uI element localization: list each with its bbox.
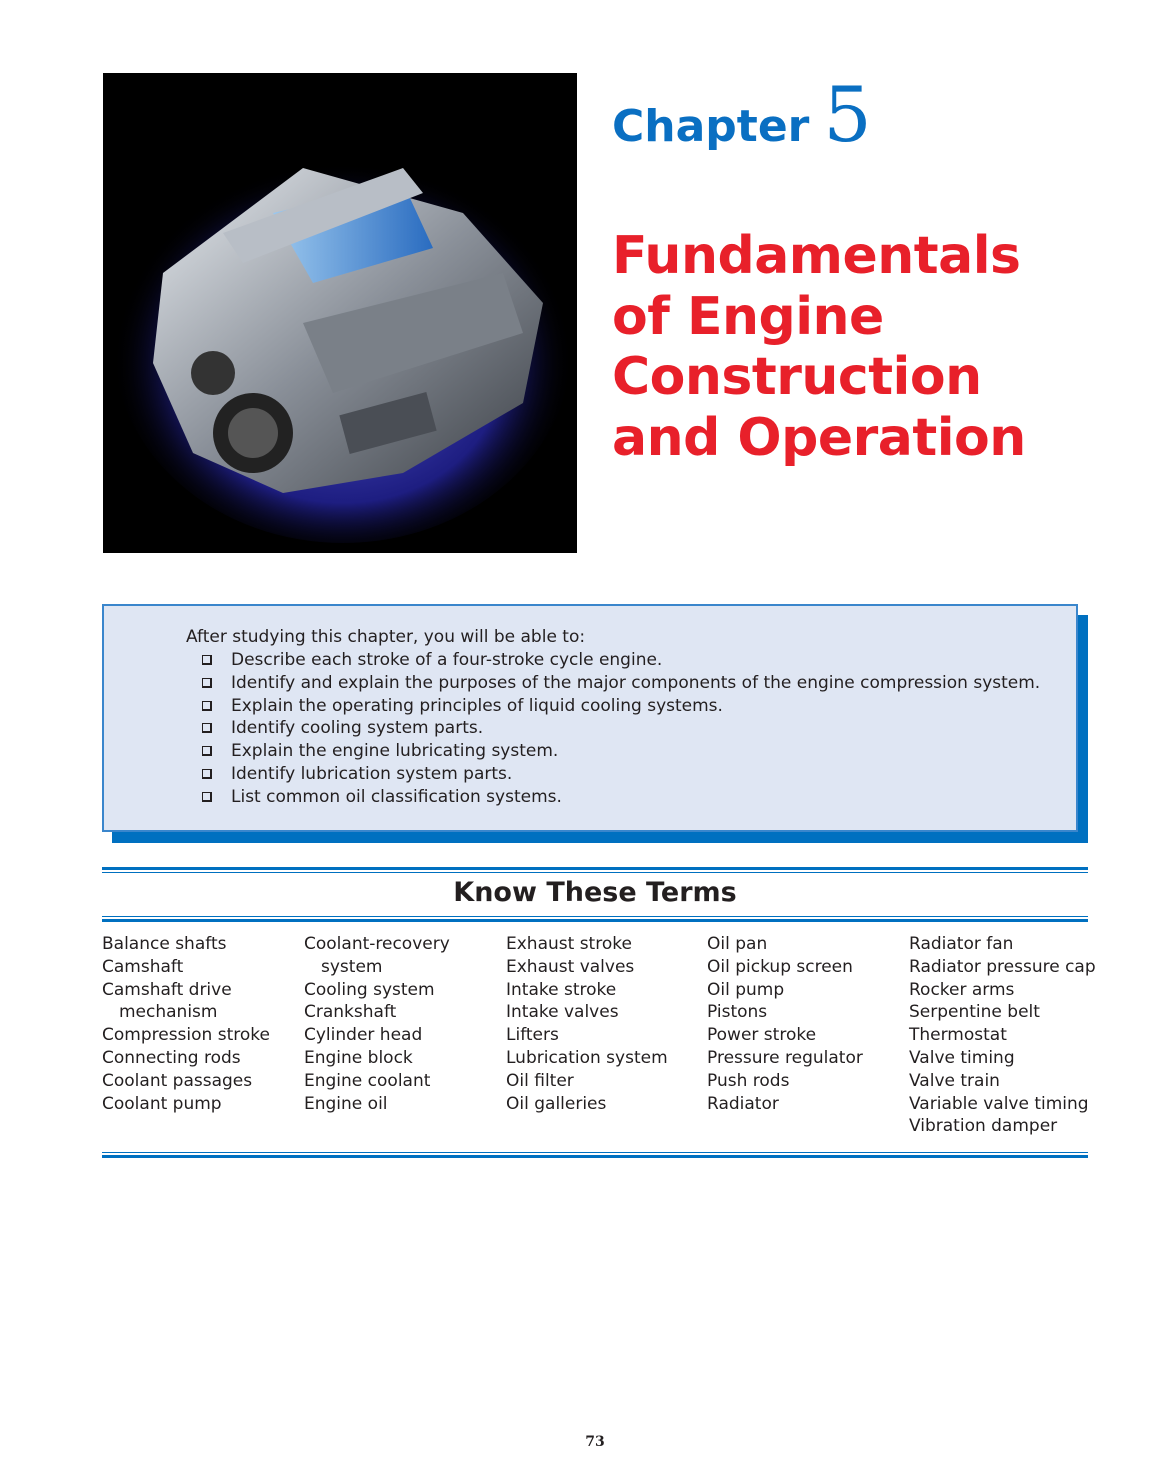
title-line: Fundamentals [612,226,1021,286]
term-continuation: mechanism [119,1002,218,1023]
divider [102,1152,1088,1153]
term: Connecting rods [102,1047,241,1068]
objective-item [202,672,1040,695]
term: Compression stroke [102,1025,270,1046]
terms-column [506,933,668,1115]
title-line: Construction [612,347,982,407]
term: Crankshaft [304,1002,397,1023]
chapter-label [612,70,872,159]
checkbox-icon [202,655,212,665]
terms-column [102,933,270,1115]
checkbox-icon [202,792,212,802]
term: Balance shafts [102,934,227,954]
term: Pistons [707,1002,768,1023]
term: Cooling system [304,979,435,1000]
term-continuation: system [321,956,383,977]
term: Oil pump [707,979,785,1000]
term: Lifters [506,1025,559,1046]
objectives-box [102,604,1078,832]
divider [102,1155,1088,1158]
terms-heading: Know These Terms [453,877,737,908]
term: Power stroke [707,1025,817,1046]
term: Coolant pump [102,1093,222,1114]
checkbox-icon [202,701,212,711]
objective-text: Explain the engine lubricating system. [231,741,559,762]
term: Exhaust valves [506,956,635,977]
term: Oil pickup screen [707,956,853,977]
term: Radiator fan [909,934,1014,954]
term: Pressure regulator [707,1047,863,1068]
term: Engine oil [304,1093,388,1114]
chapter-word: Chapter [612,101,810,152]
term: Engine block [304,1047,413,1068]
divider [102,872,1088,873]
term: Variable valve timing [909,1093,1089,1114]
chapter-number: 5 [823,70,872,159]
term: Oil galleries [506,1093,607,1114]
objective-text: Identify lubrication system parts. [231,763,513,784]
terms-column [909,933,1096,1138]
objectives-list [202,649,1040,809]
divider [102,916,1088,917]
objective-text: List common oil classification systems. [231,786,562,807]
term: Serpentine belt [909,1002,1040,1023]
term: Cylinder head [304,1025,423,1046]
objective-text: Identify and explain the purposes of the major components of the engine compression system. [231,672,1041,693]
title-line: of Engine [612,286,884,347]
page-number: 73 [585,1434,605,1450]
term: Valve train [909,1070,1000,1091]
title-line: and Operation [612,407,1026,468]
objective-item [202,786,1040,809]
term: Oil filter [506,1070,574,1091]
divider [102,867,1088,870]
checkbox-icon [202,723,212,733]
objective-text: Explain the operating principles of liquid cooling systems. [231,695,723,716]
term: Coolant-recovery [304,934,450,954]
objective-item [202,763,1040,786]
objective-item [202,695,1040,718]
term: Thermostat [909,1025,1007,1046]
term: Lubrication system [506,1047,668,1068]
term: Valve timing [909,1047,1015,1068]
term: Rocker arms [909,979,1015,1000]
term: Camshaft [102,956,184,977]
term: Coolant passages [102,1070,253,1091]
term: Intake valves [506,1002,619,1023]
objective-text: Identify cooling system parts. [231,718,484,739]
objectives-intro: After studying this chapter, you will be able to: [186,627,586,647]
term: Vibration damper [909,1116,1058,1137]
term: Camshaft drive [102,979,232,1000]
checkbox-icon [202,769,212,779]
term: Engine coolant [304,1070,431,1091]
terms-column [304,933,450,1115]
term: Radiator pressure cap [909,956,1096,977]
term: Exhaust stroke [506,934,632,954]
divider [102,919,1088,922]
objective-item [202,740,1040,763]
term: Oil pan [707,934,768,954]
term: Radiator [707,1093,779,1114]
objective-text: Describe each stroke of a four-stroke cycle engine. [231,650,663,670]
chapter-title [612,226,1026,468]
engine-photo [103,73,577,553]
objective-item [202,649,1040,672]
checkbox-icon [202,746,212,756]
term: Intake stroke [506,979,617,1000]
objective-item [202,717,1040,740]
terms-column [707,933,863,1115]
term: Push rods [707,1070,790,1091]
checkbox-icon [202,678,212,688]
